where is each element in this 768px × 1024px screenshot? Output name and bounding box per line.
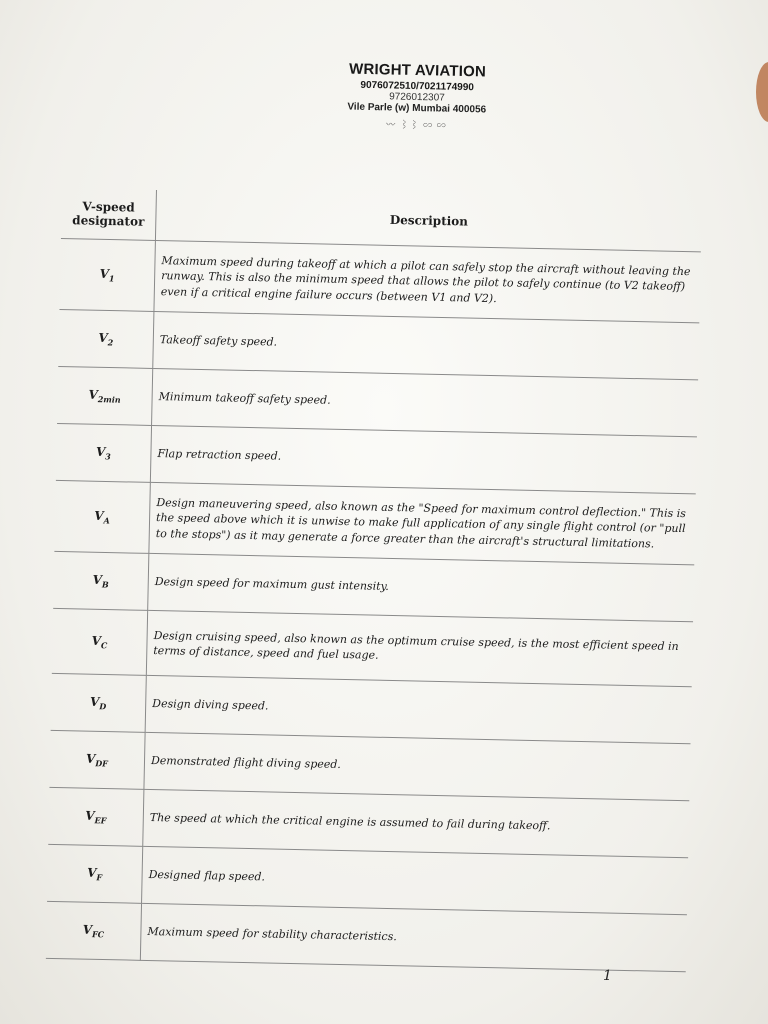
vspeed-symbol: $V_F$ bbox=[47, 844, 143, 903]
vspeed-symbol: $V_{2min}$ bbox=[57, 366, 153, 425]
page-number: 1 bbox=[603, 968, 612, 984]
vspeed-symbol: $V_{EF}$ bbox=[48, 787, 144, 846]
header-designator: V-speed designator bbox=[61, 188, 157, 240]
table-row bbox=[59, 238, 700, 322]
vspeed-description: Flap retraction speed. bbox=[150, 425, 697, 493]
stamp-phone-primary: 9076072510/7021174990 bbox=[360, 79, 475, 94]
vspeed-symbol: $V_1$ bbox=[59, 238, 155, 311]
vspeed-symbol: $V_C$ bbox=[52, 608, 148, 675]
table-row bbox=[46, 901, 687, 971]
vspeed-description: Design speed for maximum gust intensity. bbox=[148, 553, 695, 621]
vspeed-description: Design maneuvering speed, also known as the "Speed for maximum control deflection." This is the speed above which it is unwise to make full application of any single flight control (or "pull to the stops") as it may generate a force greater than the aircraft's structural limitations. bbox=[149, 482, 696, 564]
header-description: Description bbox=[155, 190, 701, 252]
vspeed-description: Maximum speed during takeoff at which a pilot can safely stop the aircraft without leaving the runway. This is also the minimum speed that allows the pilot to safely continue (to V2 takeoff) even if a critical engine failure occurs (between V1 and V2). bbox=[154, 240, 701, 322]
vspeed-description: Maximum speed for stability characteristics. bbox=[140, 903, 687, 971]
vspeed-symbol: $V_{FC}$ bbox=[46, 901, 142, 960]
vspeed-table bbox=[46, 188, 702, 972]
vspeed-description: Demonstrated flight diving speed. bbox=[144, 732, 691, 800]
vspeed-symbol: $V_B$ bbox=[53, 551, 149, 610]
vspeed-description: Minimum takeoff safety speed. bbox=[152, 368, 699, 436]
vspeed-description: Design cruising speed, also known as the optimum cruise speed, is the most efficient speed in terms of distance, speed and fuel usage. bbox=[146, 610, 693, 686]
vspeed-table-wrapper bbox=[46, 188, 702, 972]
vspeed-symbol: $V_A$ bbox=[54, 480, 150, 553]
vspeed-description: Takeoff safety speed. bbox=[153, 311, 700, 379]
stamp-title: WRIGHT AVIATION bbox=[348, 60, 487, 81]
page-edge-mark bbox=[756, 62, 768, 122]
stamp-signature: 〰 ⌇⌇ ∽ ∽ bbox=[386, 119, 447, 131]
stamp-address: Vile Parle (w) Mumbai 400056 bbox=[347, 101, 487, 116]
vspeed-symbol: $V_{DF}$ bbox=[49, 730, 145, 789]
company-stamp bbox=[321, 60, 512, 133]
vspeed-description: Designed flap speed. bbox=[142, 846, 689, 914]
vspeed-description: Design diving speed. bbox=[145, 675, 692, 743]
vspeed-symbol: $V_D$ bbox=[51, 673, 147, 732]
vspeed-symbol: $V_3$ bbox=[56, 423, 152, 482]
stamp-phone-secondary: 9726012307 bbox=[389, 91, 445, 104]
table-row bbox=[54, 480, 695, 564]
vspeed-description: The speed at which the critical engine is assumed to fail during takeoff. bbox=[143, 789, 690, 857]
vspeed-symbol: $V_2$ bbox=[58, 309, 154, 368]
